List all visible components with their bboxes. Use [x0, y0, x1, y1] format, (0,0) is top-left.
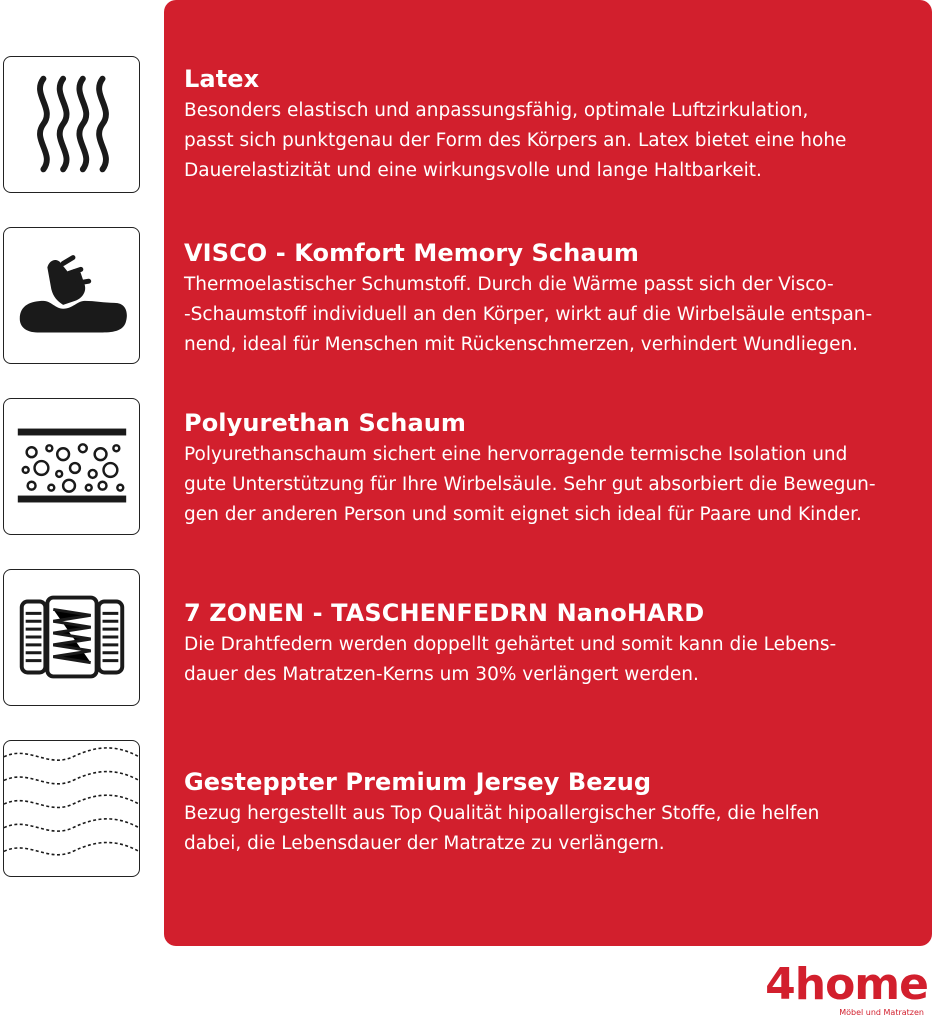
description-line: passt sich punktgenau der Form des Körpers an. Latex bietet eine hohe [184, 130, 847, 151]
feature-latex [184, 64, 914, 186]
logo-tagline: Möbel und Matratzen [839, 1008, 924, 1017]
description-line: Die Drahtfedern werden doppellt gehärtet und somit kann die Lebens- [184, 634, 837, 655]
feature-title: 7 ZONEN - TASCHENFEDRN NanoHARD [184, 599, 705, 627]
description-line: gute Unterstützung für Ihre Wirbelsäule. Sehr gut absorbiert die Bewegun- [184, 474, 876, 495]
feature-title: VISCO - Komfort Memory Schaum [184, 239, 640, 267]
feature-description [184, 799, 914, 859]
description-line: Dauerelastizität und eine wirkungsvolle und lange Haltbarkeit. [184, 160, 762, 181]
feature-jersey-cover [184, 767, 914, 859]
description-line: Bezug hergestellt aus Top Qualität hipoallergischer Stoffe, die helfen [184, 803, 820, 824]
pocket-springs-icon [3, 569, 140, 706]
description-line: nend, ideal für Menschen mit Rückenschmerzen, verhindert Wundliegen. [184, 334, 859, 355]
feature-title: Latex [184, 65, 260, 93]
description-line: gen der anderen Person und somit eignet sich ideal für Paare und Kinder. [184, 504, 862, 525]
description-line: dabei, die Lebensdauer der Matratze zu verlängern. [184, 833, 665, 854]
feature-description [184, 270, 914, 360]
feature-description [184, 440, 914, 530]
feature-pocket-springs [184, 598, 914, 690]
description-line: -Schaumstoff individuell an den Körper, wirkt auf die Wirbelsäule entspan- [184, 304, 873, 325]
description-line: Thermoelastischer Schumstoff. Durch die Wärme passt sich der Visco- [184, 274, 834, 295]
description-line: dauer des Matratzen-Kerns um 30% verlängert werden. [184, 664, 699, 685]
quilted-fabric-icon [3, 740, 140, 877]
feature-visco [184, 238, 914, 360]
feature-title: Gesteppter Premium Jersey Bezug [184, 768, 652, 796]
description-line: Polyurethanschaum sichert eine hervorragende termische Isolation und [184, 444, 848, 465]
feature-description [184, 630, 914, 690]
logo-wordmark: 4home [765, 959, 928, 1010]
feature-description [184, 96, 914, 186]
heat-waves-icon [3, 56, 140, 193]
hand-pressing-foam-icon [3, 227, 140, 364]
description-line: Besonders elastisch und anpassungsfähig, optimale Luftzirkulation, [184, 100, 809, 121]
feature-polyurethan [184, 408, 914, 530]
brand-logo [746, 959, 928, 1022]
feature-title: Polyurethan Schaum [184, 409, 467, 437]
foam-bubbles-icon [3, 398, 140, 535]
